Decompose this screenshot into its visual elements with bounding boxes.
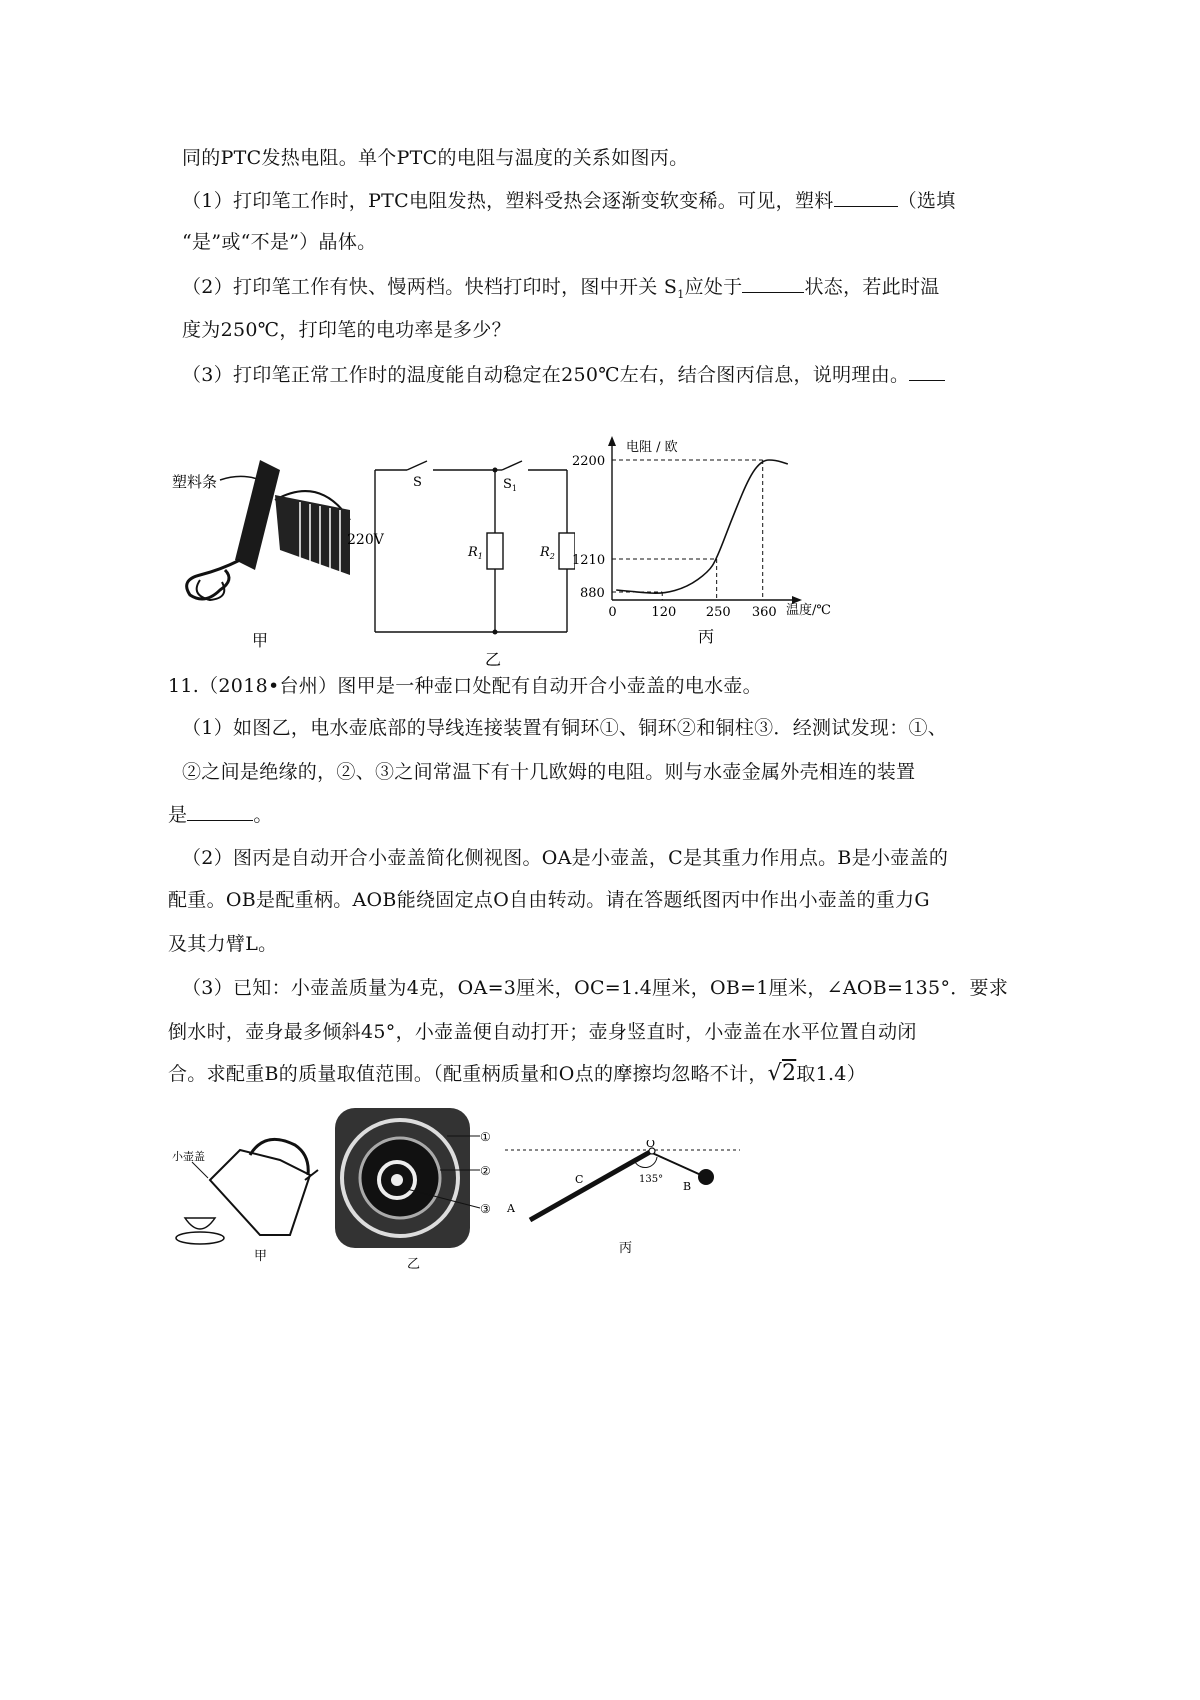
resistance-curve	[616, 460, 788, 593]
point-c-label: C	[575, 1173, 584, 1186]
figure-yi-caption-2: 乙	[407, 1257, 421, 1272]
answer-blank-3[interactable]	[909, 360, 945, 381]
x-tick-label-2: 250	[705, 605, 731, 620]
q10-part3	[182, 360, 945, 389]
q11-part2-line3: 及其力臂L。	[168, 933, 278, 955]
y-tick-label-2: 2200	[572, 454, 606, 469]
y-axis-arrow	[608, 436, 616, 446]
marker-2: ②	[480, 1164, 491, 1178]
tea-cup	[185, 1218, 215, 1229]
plastic-strip-label: 塑料条	[172, 473, 218, 491]
q10-line0: 同的PTC发热电阻。单个PTC的电阻与温度的关系如图丙。	[182, 147, 689, 169]
copper-pillar-3	[391, 1174, 403, 1186]
figure-kettle	[170, 1120, 330, 1270]
small-lid-label: 小壶盖	[172, 1150, 205, 1163]
q10-part1	[182, 186, 956, 215]
figure-circuit	[345, 460, 575, 680]
marker-3: ③	[480, 1202, 491, 1216]
saucer	[176, 1232, 224, 1244]
angle-label: 135°	[639, 1174, 664, 1185]
q10-part1-note: （选填	[897, 190, 956, 212]
q10-part3-text: （3）打印笔正常工作时的温度能自动稳定在250℃左右，结合图丙信息，说明理由。	[182, 364, 910, 386]
switch-s1-label: $S_1$	[503, 477, 517, 493]
figure-jia-caption: 甲	[252, 631, 269, 650]
point-o-label: O	[646, 1140, 656, 1150]
answer-blank-2[interactable]	[742, 272, 804, 293]
kettle-body	[210, 1150, 310, 1235]
q10-part2-cont: 度为250℃，打印笔的电功率是多少？	[182, 319, 511, 341]
sqrt-value: 2	[781, 1061, 797, 1086]
q11-part3-line3	[168, 1060, 866, 1088]
y-tick-label-0: 880	[580, 586, 605, 601]
q11-header: 11.（2018•台州）图甲是一种壶口处配有自动开合小壶盖的电水壶。	[168, 675, 762, 697]
q11-part3-line2: 倒水时，壶身最多倾斜45°，小壶盖便自动打开；壶身竖直时，小壶盖在水平位置自动闭	[168, 1021, 917, 1043]
figure-lever	[505, 1140, 745, 1260]
x-tick-label-3: 360	[751, 605, 777, 620]
q10-part2-text-b: 应处于	[684, 276, 743, 298]
q11-part1-text: 是	[168, 804, 188, 826]
q10-part2-text: （2）打印笔工作有快、慢两档。快档打印时，图中开关 S	[182, 276, 678, 298]
q11-part1-line1: （1）如图乙，电水壶底部的导线连接装置有铜环①、铜环②和铜柱③．经测试发现：①、	[182, 717, 948, 739]
lever-ob	[650, 1152, 701, 1175]
y-tick-label-1: 1210	[572, 553, 606, 568]
q10-part2-sub: 1	[677, 287, 685, 301]
q10-part1-text: （1）打印笔工作时，PTC电阻发热，塑料受热会逐渐变软变稀。可见，塑料	[182, 190, 834, 212]
figure-3d-pen	[160, 440, 360, 660]
resistor-r1	[487, 533, 503, 569]
y-axis-label: 电阻 / 欧	[626, 440, 678, 455]
r1-label: $R_1$	[468, 545, 483, 561]
q10-part2-text-c: 状态，若此时温	[804, 276, 940, 298]
figure-yi-caption: 乙	[485, 650, 502, 669]
point-a-label: A	[507, 1202, 515, 1215]
x-tick-label-0: 0	[608, 605, 617, 620]
q11-part2-line2: 配重。OB是配重柄。AOB能绕固定点O自由转动。请在答题纸图丙中作出小壶盖的重力G	[168, 889, 930, 911]
figure-jia-caption-2: 甲	[254, 1249, 268, 1264]
answer-blank-1[interactable]	[834, 186, 898, 207]
q11-part2-line1: （2）图丙是自动开合小壶盖简化侧视图。OA是小壶盖，C是其重力作用点。B是小壶盖的	[182, 847, 949, 869]
q11-part3-text: 合。求配重B的质量取值范围。（配重柄质量和O点的摩擦均忽略不计，	[168, 1063, 768, 1085]
resistance-temperature-chart	[560, 430, 860, 690]
figure-bing-caption-2: 丙	[619, 1241, 633, 1256]
switch-s1	[502, 461, 522, 470]
lever-oa	[530, 1152, 650, 1220]
q10-part1-cont: “是”或“不是”）晶体。	[182, 231, 377, 253]
figure-bing-caption: 丙	[698, 627, 715, 646]
switch-s	[407, 461, 427, 470]
sqrt-symbol: √2	[767, 1061, 797, 1086]
r2-label: $R_2$	[540, 545, 555, 561]
q11-part1-end: 。	[253, 804, 273, 826]
q11-part1-line3	[168, 800, 273, 829]
counterweight-b	[698, 1169, 714, 1185]
x-tick-label-1: 120	[651, 605, 677, 620]
x-axis-label: 温度/℃	[786, 603, 831, 618]
q10-part2	[182, 272, 940, 309]
marker-1: ①	[480, 1130, 491, 1144]
q11-part3-end: 取1.4）	[796, 1063, 866, 1085]
q11-part1-line2: ②之间是绝缘的，②、③之间常温下有十几欧姆的电阻。则与水壶金属外壳相连的装置	[182, 761, 916, 783]
voltage-label: 220V	[347, 532, 384, 548]
point-b-label: B	[683, 1180, 692, 1193]
figure-kettle-base	[335, 1108, 505, 1278]
switch-s-label: S	[413, 475, 422, 490]
answer-blank-4[interactable]	[187, 800, 253, 821]
q11-part3-line1: （3）已知：小壶盖质量为4克，OA=3厘米，OC=1.4厘米，OB=1厘米，∠AOB=135°．要求	[182, 977, 1009, 999]
